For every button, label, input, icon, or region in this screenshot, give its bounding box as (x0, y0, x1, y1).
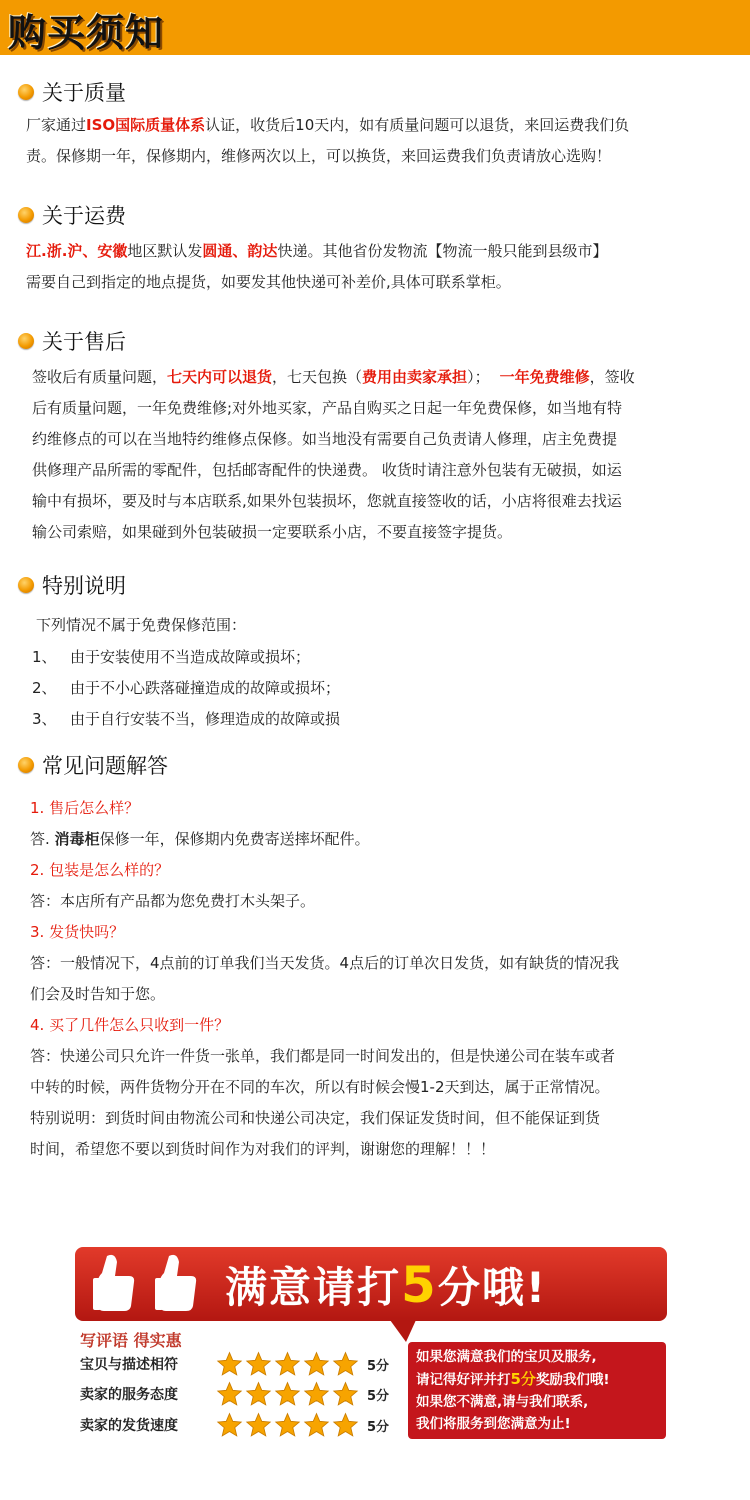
banner-text: 满意请打5分哦! (225, 1256, 547, 1314)
star-icon (303, 1351, 330, 1377)
review-heading: 写评语 得实惠 (80, 1331, 182, 1350)
aftersales-text: 签收后有质量问题，七天内可以退货，七天包换（费用由卖家承担）； 一年免费维修，签收 后有质量问题，一年免费维修;对外地买家，产品自购买之日起一年免费保修，如当地有特 约维修点的可以在当地特约维修点保修。如当地没有需要自己负责请人修理，店主免费提 供修理产品所需的零配件，包括邮寄配件的快递费。 收货时请注意外包装有无破损，如运 输中有损坏，要及时与本店联系,如果外包装损坏，您就直接签收的话，小店将很难去找运 输公司索赔，如果碰到外包装破损一定要联系小店，不要直接签字提货。 (32, 368, 635, 541)
star-icon (245, 1381, 272, 1407)
star-icon (216, 1412, 243, 1438)
star-icon (332, 1381, 359, 1407)
thumbs-up-icon (155, 1252, 199, 1312)
star-icon (332, 1412, 359, 1438)
star-rating (216, 1381, 359, 1407)
faq-answer: 们会及时告知于您。 (30, 985, 166, 1003)
list-item: 3、 由于自行安装不当，修理造成的故障或损 (32, 710, 341, 728)
special-intro: 下列情况不属于免费保修范围： (36, 616, 247, 634)
header-bar (0, 0, 750, 55)
bullet-dot-icon (18, 84, 34, 100)
bullet-dot-icon (18, 333, 34, 349)
thumbs-up-icon (93, 1252, 137, 1312)
page-title: 购买须知 (8, 11, 165, 55)
star-rating (216, 1412, 359, 1438)
star-icon (216, 1351, 243, 1377)
section-title: 关于运费 (42, 204, 126, 228)
star-icon (303, 1412, 330, 1438)
star-rating (216, 1351, 359, 1377)
star-icon (245, 1351, 272, 1377)
rating-row: 卖家的发货速度 5分 (80, 1411, 389, 1439)
star-icon (274, 1351, 301, 1377)
rating-row: 宝贝与描述相符 5分 (80, 1350, 389, 1378)
faq-note: 特别说明：到货时间由物流公司和快递公司决定，我们保证发货时间，但不能保证到货 (30, 1109, 601, 1127)
star-icon (274, 1381, 301, 1407)
section-title: 常见问题解答 (42, 754, 168, 778)
star-icon (332, 1351, 359, 1377)
rating-banner (75, 1247, 667, 1321)
star-icon (216, 1381, 243, 1407)
rating-row: 卖家的服务态度 5分 (80, 1380, 389, 1408)
faq-answer: 答：一般情况下，4点前的订单我们当天发货。4点后的订单次日发货，如有缺货的情况我 (30, 954, 620, 972)
bullet-dot-icon (18, 577, 34, 593)
bullet-dot-icon (18, 207, 34, 223)
section-aftersales (18, 326, 126, 356)
section-title: 特别说明 (42, 574, 126, 598)
list-item: 1、 由于安装使用不当造成故障或损坏； (32, 648, 311, 666)
list-item: 2、 由于不小心跌落碰撞造成的故障或损坏； (32, 679, 341, 697)
quality-text: 厂家通过ISO国际质量体系认证，收货后10天内，如有质量问题可以退货，来回运费我们负 责。保修期一年，保修期内，维修两次以上，可以换货，来回运费我们负责请放心选购！ (26, 116, 630, 165)
faq-note: 时间，希望您不要以到货时间作为对我们的评判，谢谢您的理解！！！ (30, 1140, 496, 1158)
section-quality (18, 77, 126, 107)
faq-question: 3. 发货快吗？ (30, 923, 125, 941)
shipping-text: 江.浙.沪、安徽地区默认发圆通、韵达快递。其他省份发物流【物流一般只能到县级市】 需要自己到指定的地点提货，如要发其他快递可补差价,具体可联系掌柜。 (26, 242, 608, 291)
star-icon (245, 1412, 272, 1438)
faq-answer: 中转的时候，两件货物分开在不同的车次，所以有时候会慢1-2天到达，属于正常情况。 (30, 1078, 610, 1096)
faq-answer: 答. 消毒柜保修一年，保修期内免费寄送摔坏配件。 (30, 830, 370, 848)
section-title: 关于售后 (42, 330, 126, 354)
rating-note: 如果您满意我们的宝贝及服务, 请记得好评并打5分奖励我们哦! 如果您不满意,请与我们联系, 我们将服务到您满意为止! (408, 1342, 666, 1439)
bullet-dot-icon (18, 757, 34, 773)
faq-list (30, 793, 619, 1165)
section-shipping (18, 200, 126, 230)
section-title: 关于质量 (42, 81, 126, 105)
section-special (18, 570, 126, 600)
banner-pointer (390, 1320, 416, 1342)
faq-answer: 答：本店所有产品都为您免费打木头架子。 (30, 892, 316, 910)
star-icon (303, 1381, 330, 1407)
faq-answer: 答：快递公司只允许一件货一张单，我们都是同一时间发出的，但是快递公司在装车或者 (30, 1047, 616, 1065)
section-faq (18, 750, 168, 780)
star-icon (274, 1412, 301, 1438)
faq-question: 1. 售后怎么样？ (30, 799, 140, 817)
faq-question: 2. 包装是怎么样的？ (30, 861, 170, 879)
faq-question: 4. 买了几件怎么只收到一件？ (30, 1016, 230, 1034)
